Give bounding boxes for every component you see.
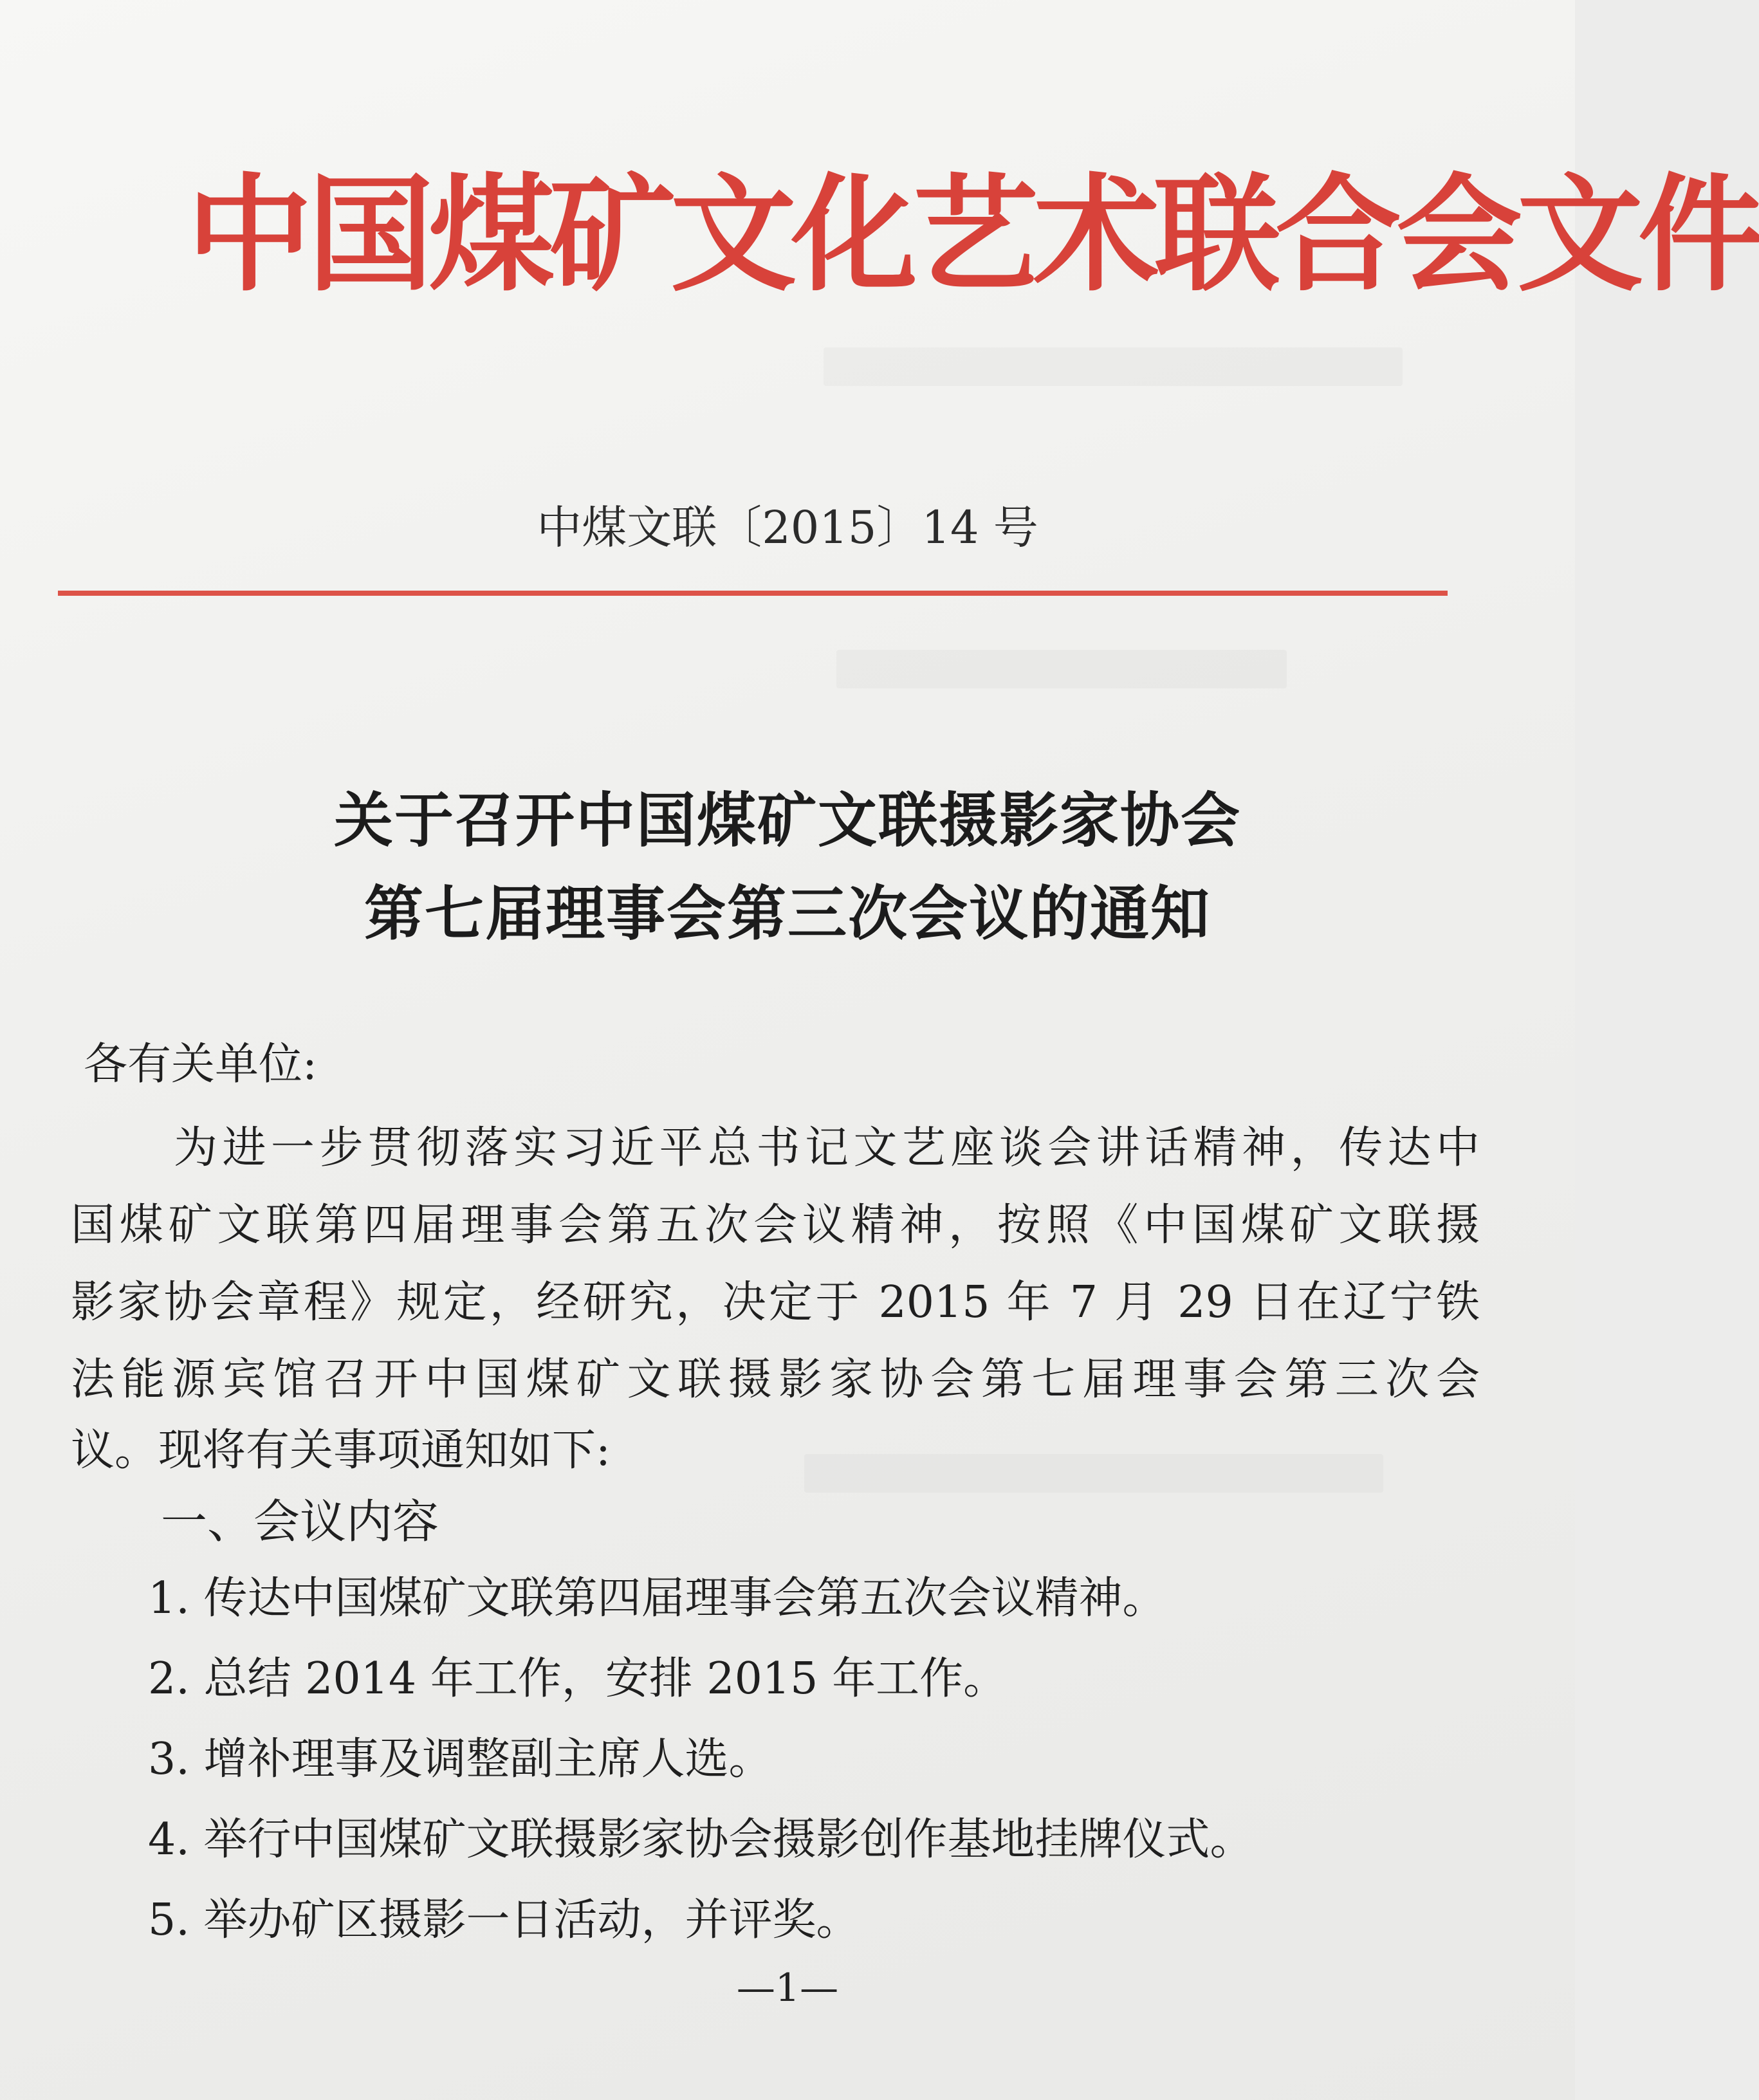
- list-item: 1. 传达中国煤矿文联第四届理事会第五次会议精神。: [148, 1573, 1166, 1624]
- bleed-through-shadow: [836, 650, 1287, 688]
- body-paragraph-line: 法能源宾馆召开中国煤矿文联摄影家协会第七届理事会第三次会: [71, 1354, 1480, 1405]
- bleed-through-shadow: [824, 347, 1403, 386]
- salutation: 各有关单位:: [84, 1039, 317, 1090]
- header-divider-line: [58, 591, 1448, 596]
- body-paragraph-line: 国煤矿文联第四届理事会第五次会议精神，按照《中国煤矿文联摄: [71, 1200, 1480, 1251]
- document-header-title: 中国煤矿文化艺术联合会文件: [187, 161, 1759, 309]
- section-heading: 一、会议内容: [161, 1495, 439, 1549]
- body-paragraph-line: 为进一步贯彻落实习近平总书记文艺座谈会讲话精神，传达中: [174, 1123, 1480, 1174]
- body-paragraph-line: 议。现将有关事项通知如下:: [71, 1425, 611, 1476]
- page-number: —1—: [736, 1966, 839, 2011]
- notice-title-line-2: 第七届理事会第三次会议的通知: [364, 879, 1211, 948]
- list-item: 2. 总结 2014 年工作，安排 2015 年工作。: [148, 1653, 1008, 1704]
- list-item: 5. 举办矿区摄影一日活动，并评奖。: [148, 1895, 860, 1946]
- notice-title-line-1: 关于召开中国煤矿文联摄影家协会: [333, 786, 1241, 855]
- body-paragraph-line: 影家协会章程》规定，经研究，决定于 2015 年 7 月 29 日在辽宁铁: [71, 1277, 1480, 1328]
- list-item: 3. 增补理事及调整副主席人选。: [148, 1734, 773, 1785]
- document-number: 中煤文联〔2015〕14 号: [537, 501, 1038, 554]
- list-item: 4. 举行中国煤矿文联摄影家协会摄影创作基地挂牌仪式。: [148, 1814, 1254, 1865]
